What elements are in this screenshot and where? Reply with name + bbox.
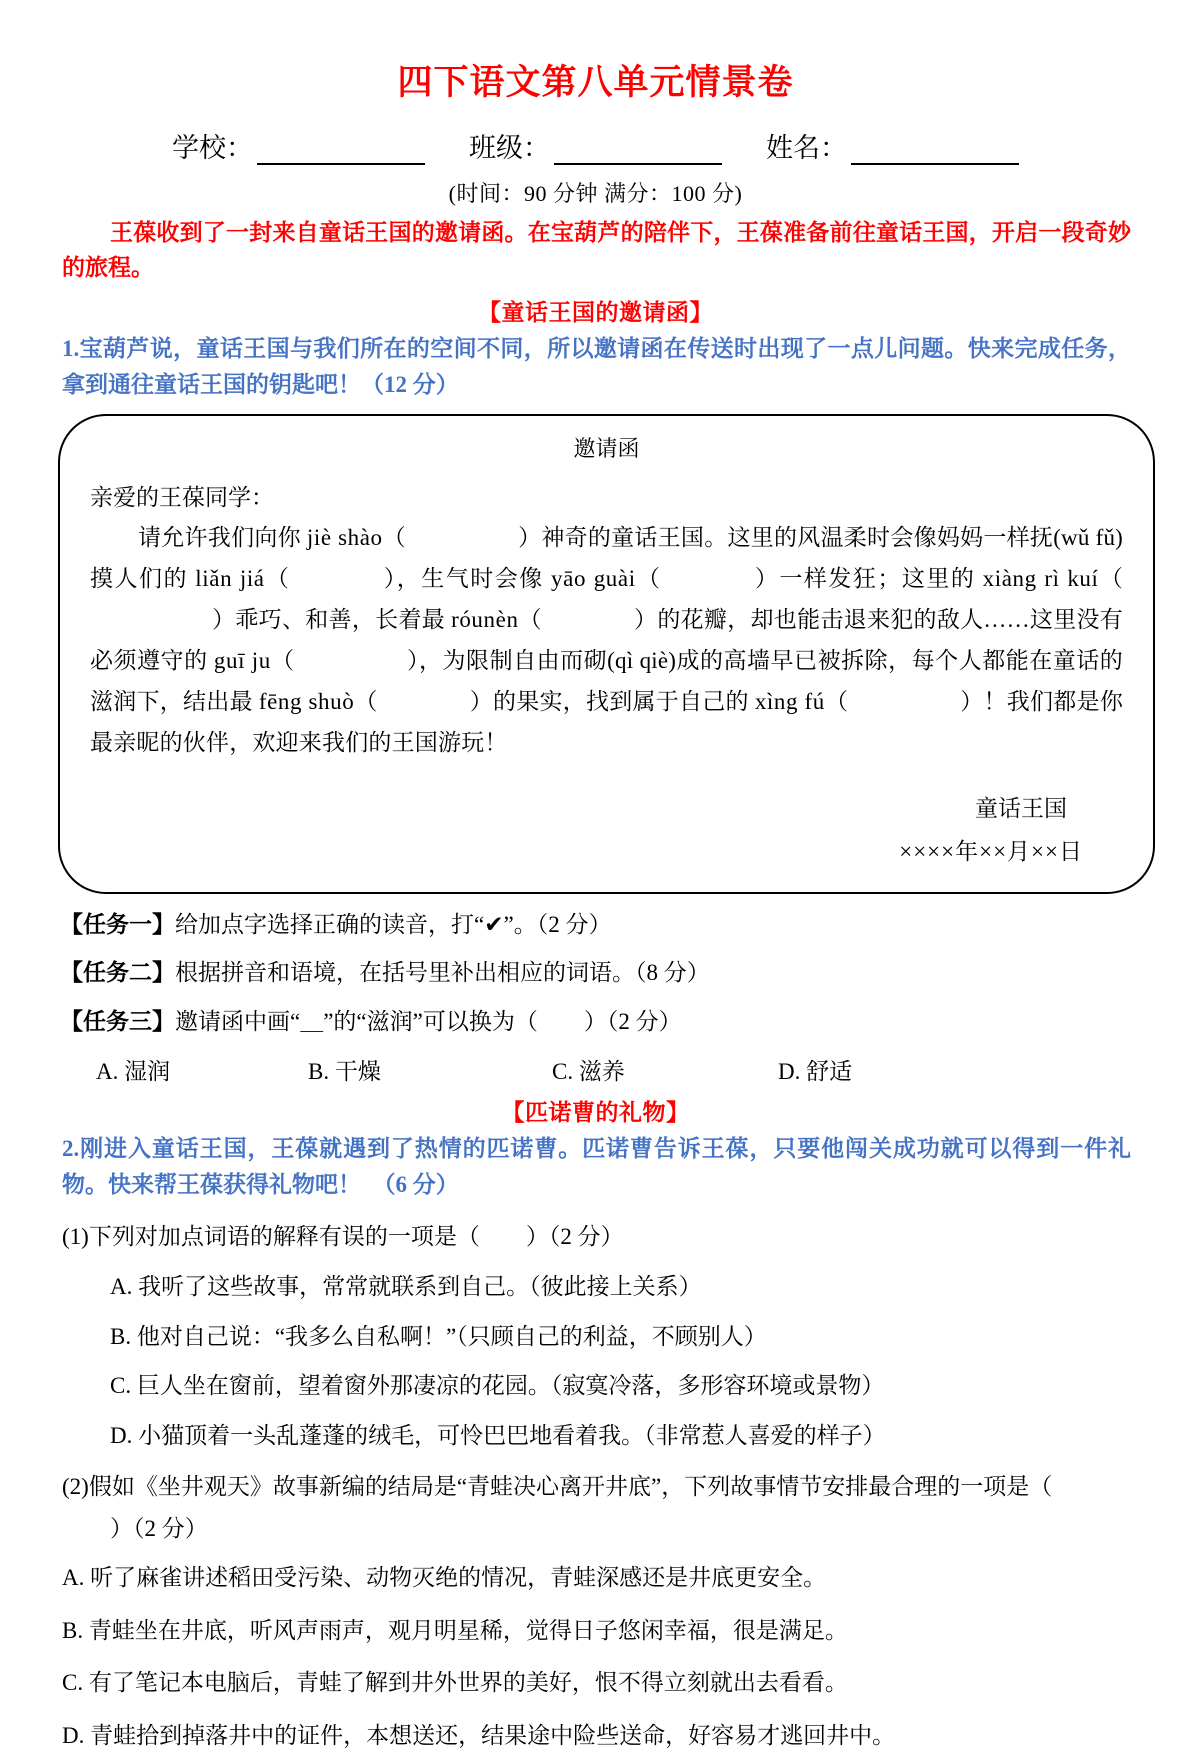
section-2-banner: 【匹诺曹的礼物】	[501, 1100, 690, 1126]
class-label: 班级：	[469, 133, 550, 163]
task-two	[60, 956, 1131, 991]
q2-2-stem	[62, 1469, 1135, 1506]
letter-text-e: ）乖巧、和善，长着最	[212, 607, 452, 633]
task-two-text: 根据拼音和语境，在括号里补出相应的词语。（8 分）	[175, 960, 710, 986]
q2-1-stem-after: ）（2 分）	[525, 1223, 624, 1249]
school-blank[interactable]	[257, 137, 425, 165]
letter-text-d: ）一样发狂；这里的	[753, 566, 983, 592]
invitation-letter-card	[58, 414, 1155, 894]
q2-2-stem-line1: (2)假如《坐井观天》故事新编的结局是“青蛙决心离开井底”，下列故事情节安排最合理的一项是（	[62, 1474, 1053, 1500]
task-three	[60, 1005, 1131, 1040]
pinyin-xing-fu: xìng fú	[754, 688, 825, 714]
student-info-row	[0, 126, 1191, 165]
option-d[interactable]: D. 舒适	[778, 1059, 853, 1085]
pinyin-yao-guai: yāo guài	[551, 566, 636, 592]
pinyin-rou-nen: róunèn	[451, 607, 519, 633]
letter-text-i: ）！我们都是你最亲昵的伙伴，欢迎来我们的王国游玩！	[90, 688, 1124, 755]
q2-1-option-b[interactable]: B. 他对自己说：“我多么自私啊！”（只顾自己的利益，不顾别人）	[110, 1323, 767, 1349]
pinyin-feng-shuo: fēng shuò	[258, 688, 355, 714]
section-1-banner: 【童话王国的邀请函】	[478, 299, 713, 325]
pinyin-lian-jia: liǎn jiá	[195, 566, 265, 592]
q2-2-option-d[interactable]: D. 青蛙拾到掉落井中的证件，本想送还，结果途中险些送命，好容易才逃回井中。	[62, 1722, 896, 1748]
page-title: 四下语文第八单元情景卷	[397, 63, 794, 102]
task-three-tag: 【任务三】	[60, 1008, 175, 1034]
q2-1-option-c[interactable]: C. 巨人坐在窗前，望着窗外那凄凉的花园。（寂寞冷落，多形容环境或景物）	[110, 1373, 885, 1399]
school-label: 学校：	[172, 133, 253, 163]
pinyin-xiang-ri-kui: xiàng rì kuí	[982, 566, 1099, 592]
letter-text-b: ）神奇的童话王国。这里的风温柔时会像妈妈一样抚(wǔ fǔ)摸人们的	[90, 525, 1123, 592]
name-label: 姓名：	[766, 133, 847, 163]
q2-1-option-a[interactable]: A. 我听了这些故事，常常就联系到自己。（彼此接上关系）	[110, 1274, 702, 1300]
question-1-prompt: 1.宝葫芦说，童话王国与我们所在的空间不同，所以邀请函在传送时出现了一点儿问题。快来完成任务，拿到通往童话王国的钥匙吧！（12 分）	[62, 335, 1131, 397]
option-c[interactable]: C. 滋养	[552, 1059, 625, 1085]
q2-2-option-a[interactable]: A. 听了麻雀讲述稻田受污染、动物灭绝的情况，青蛙深感还是井底更安全。	[62, 1565, 827, 1591]
task-three-text-after: ）（2 分）	[583, 1008, 682, 1034]
q2-1-option-d[interactable]: D. 小猫顶着一头乱蓬蓬的绒毛，可怜巴巴地看着我。（非常惹人喜爱的样子）	[110, 1422, 886, 1448]
q2-1-stem	[62, 1219, 1135, 1256]
task-three-options	[96, 1053, 1131, 1086]
letter-text-c: ），生气时会像	[382, 566, 552, 592]
letter-title: 邀请函	[573, 436, 640, 462]
q2-2-option-c[interactable]: C. 有了笔记本电脑后，青蛙了解到井外世界的美好，恨不得立刻就出去看看。	[62, 1670, 848, 1696]
letter-text-a: 请允许我们向你	[138, 525, 307, 551]
letter-text-g: ），为限制自由而砌(qì qiè)成的高墙早已被拆除，每个人都能在童话的滋润下，结出最	[90, 648, 1123, 714]
letter-salutation: 亲爱的王葆同学：	[90, 485, 274, 511]
letter-signature: 童话王国	[975, 795, 1067, 821]
task-three-text-before: 邀请函中画“＿”的“滋润”可以换为（	[175, 1008, 538, 1034]
name-blank[interactable]	[851, 137, 1019, 165]
letter-date: ××××年××月××日	[899, 838, 1083, 864]
pinyin-jie-shao: jiè shào	[306, 525, 383, 551]
exam-page	[0, 62, 1191, 1746]
option-b[interactable]: B. 干燥	[308, 1059, 381, 1085]
task-one-tag: 【任务一】	[60, 911, 175, 937]
q2-2-stem-line2: ）（2 分）	[110, 1516, 208, 1542]
letter-text-f: ）的花瓣，却也能击退来犯的敌人……这里没有必须遵守的	[90, 607, 1124, 673]
exam-info: (时间：90 分钟 满分：100 分)	[448, 181, 743, 206]
intro-paragraph: 王葆收到了一封来自童话王国的邀请函。在宝葫芦的陪伴下，王葆准备前往童话王国，开启一段奇妙的旅程。	[62, 220, 1131, 280]
letter-text-h: ）的果实，找到属于自己的	[469, 688, 755, 714]
school-field	[172, 126, 425, 165]
option-a[interactable]: A. 湿润	[96, 1059, 171, 1085]
q2-1-stem-before: (1)下列对加点词语的解释有误的一项是（	[62, 1223, 480, 1249]
name-field	[766, 126, 1019, 165]
question-2-prompt: 2.刚进入童话王国，王葆就遇到了热情的匹诺曹。匹诺曹告诉王葆，只要他闯关成功就可以得到一件礼物。快来帮王葆获得礼物吧！ （6 分）	[62, 1136, 1131, 1197]
letter-body	[90, 518, 1123, 764]
pinyin-gui-ju: guī ju	[213, 648, 271, 673]
task-two-tag: 【任务二】	[60, 960, 175, 986]
class-field	[469, 126, 722, 165]
task-one	[60, 908, 1131, 943]
q2-2-option-b[interactable]: B. 青蛙坐在井底，听风声雨声，观月明星稀，觉得日子悠闲幸福，很是满足。	[62, 1617, 848, 1643]
task-one-text: 给加点字选择正确的读音，打“✔”。（2 分）	[175, 911, 612, 937]
letter-paragraph: 请允许我们向你 jiè shào（ ）神奇的童话王国。这里的风温柔时会像妈妈一样抚(wǔ fǔ)摸人们的 liǎn jiá（ ），生气时会像 yāo guài（ ）一样发狂；这里的 xiàng rì kuí（）乖巧、和善，长着最 róunèn（ ）的花瓣，却也能击退来犯的敌人……这里没有必须遵守的 guī ju（ ），为限制自由而砌(qì qiè)成的高墙早已被拆除，每个人都能在童话的滋润下，结出最 fēng shuò（ ）的果实，找到属于自己的 xìng fú（ ）！我们都是你最亲昵的伙伴，欢迎来我们的王国游玩！	[90, 525, 1124, 755]
class-blank[interactable]	[554, 137, 722, 165]
